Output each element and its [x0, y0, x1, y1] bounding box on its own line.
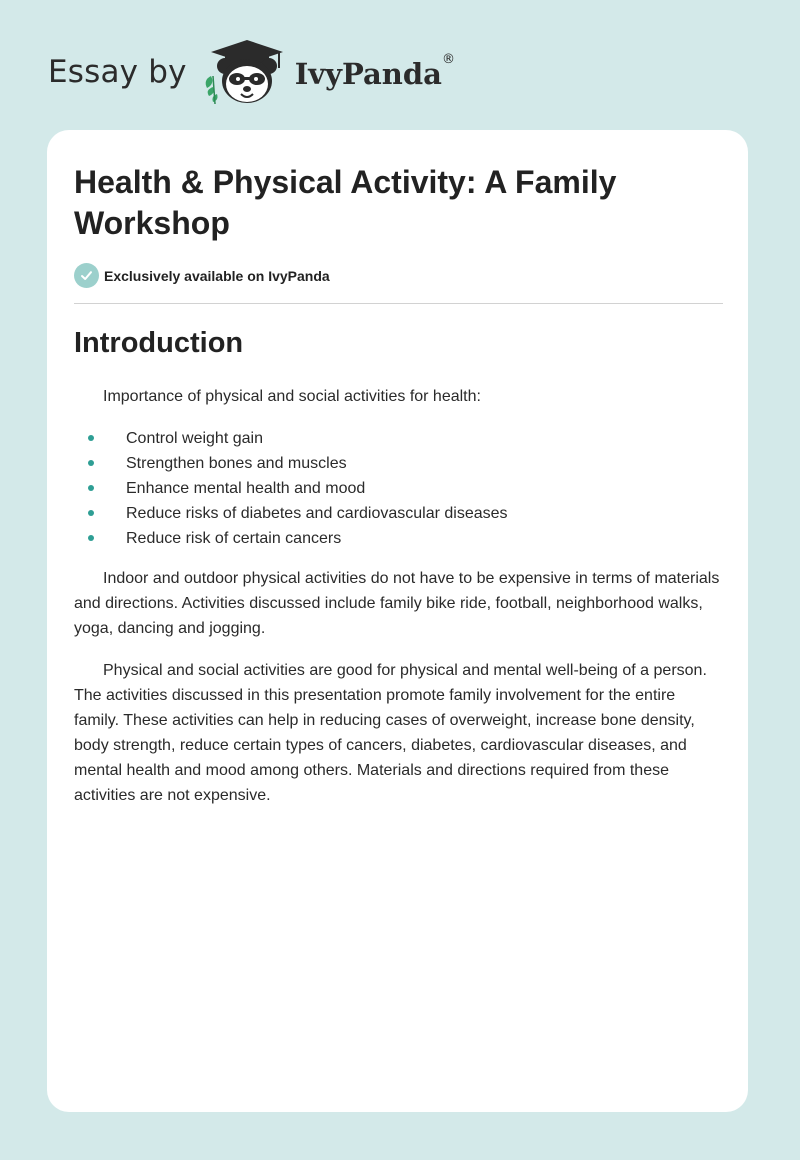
- list-item: [74, 501, 724, 526]
- bullet-dot-icon: [88, 485, 94, 491]
- bullet-dot-icon: [88, 460, 94, 466]
- site-header: [48, 36, 455, 108]
- list-item: [74, 426, 724, 451]
- list-item-text: Reduce risks of diabetes and cardiovascular diseases: [126, 505, 508, 522]
- list-item-text: Control weight gain: [126, 430, 263, 447]
- essay-by-label: Essay by: [48, 54, 187, 90]
- registered-mark: ®: [441, 51, 455, 67]
- list-item-text: Strengthen bones and muscles: [126, 455, 347, 472]
- list-item: [74, 526, 724, 551]
- divider: [74, 303, 723, 304]
- list-item: [74, 476, 724, 501]
- benefits-list: [74, 426, 724, 551]
- list-item-text: Reduce risk of certain cancers: [126, 530, 342, 547]
- exclusive-notice: [74, 263, 330, 288]
- essay-body: [74, 384, 724, 825]
- bullet-dot-icon: [88, 435, 94, 441]
- panda-graduate-logo-icon[interactable]: [201, 36, 293, 108]
- intro-paragraph: Importance of physical and social activities for health:: [103, 388, 481, 405]
- bullet-dot-icon: [88, 535, 94, 541]
- section-heading-introduction: Introduction: [74, 327, 244, 359]
- bullet-dot-icon: [88, 510, 94, 516]
- check-circle-icon: [74, 263, 99, 288]
- exclusive-label: Exclusively available on IvyPanda: [104, 267, 330, 284]
- brand-name[interactable]: IvyPanda: [294, 57, 442, 91]
- list-item: [74, 451, 724, 476]
- body-paragraph: Physical and social activities are good for physical and mental well-being of a person. The activities discussed in this presentation promote family involvement for the entire family. These activities can help in reducing cases of overweight, increase bone density, body strength, reduce certain types of cancers, diabetes, cardiovascular diseases, and mental health and mood among others. Materials and directions required from these activities are not expensive.: [74, 662, 707, 804]
- list-item-text: Enhance mental health and mood: [126, 480, 366, 497]
- essay-title: Health & Physical Activity: A Family Workshop: [74, 164, 617, 241]
- body-paragraph: Indoor and outdoor physical activities do not have to be expensive in terms of materials and directions. Activities discussed include family bike ride, football, neighborhood walks, yoga, dancing and jogging.: [74, 570, 720, 637]
- essay-card: [47, 130, 748, 1112]
